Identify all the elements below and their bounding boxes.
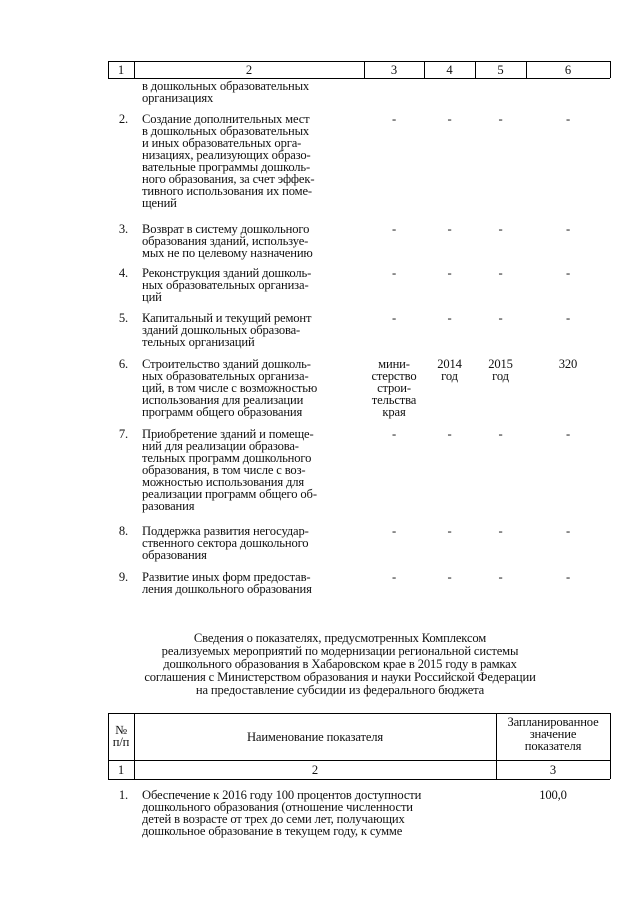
start-date: - bbox=[447, 311, 452, 325]
end-date: - bbox=[498, 311, 503, 325]
header-number-column: № п/п bbox=[112, 723, 130, 749]
indicator-name: Обеспечение к 2016 году 100 процентов доступности дошкольного образования (отношение численности детей в возрасте от трех до семи лет, получающих дошкольное образование в текущем году, к сумме bbox=[142, 788, 422, 838]
executor: - bbox=[391, 311, 397, 325]
value: - bbox=[565, 427, 571, 441]
end-date: - bbox=[498, 524, 503, 538]
measure-name: Поддержка развития негосудар- ственного сектора дошкольного образования bbox=[142, 524, 309, 562]
table-border-top bbox=[108, 61, 610, 62]
column-number: 1 bbox=[117, 63, 125, 77]
table-divider bbox=[610, 713, 611, 779]
start-date: - bbox=[447, 524, 452, 538]
row-number: 1. bbox=[118, 788, 128, 802]
value: - bbox=[565, 570, 571, 584]
executor: - bbox=[391, 570, 397, 584]
column-number: 6 bbox=[564, 63, 572, 77]
column-number: 3 bbox=[549, 763, 557, 777]
value: - bbox=[565, 222, 571, 236]
executor: - bbox=[391, 427, 397, 441]
value: - bbox=[565, 112, 571, 126]
continuation-text: в дошкольных образовательных организациях bbox=[142, 79, 310, 105]
row-number: 2. bbox=[118, 112, 128, 126]
column-number: 3 bbox=[390, 63, 398, 77]
column-number: 4 bbox=[446, 63, 453, 77]
end-date: - bbox=[498, 112, 503, 126]
column-number: 2 bbox=[311, 763, 319, 777]
table-divider bbox=[610, 61, 611, 78]
executor: мини- стерство строи- тельства края bbox=[371, 357, 417, 419]
end-date: - bbox=[498, 570, 503, 584]
measure-name: Создание дополнительных мест в дошкольных образовательных и иных образовательных орга- низациях, реализующих образо- вательные программы дошколь- ного образования, за счет эффек- тивного использования их поме- щений bbox=[142, 112, 315, 210]
header-planned-value: Запланированное значение показателя bbox=[507, 715, 599, 753]
value: - bbox=[565, 266, 571, 280]
row-number: 7. bbox=[118, 427, 128, 441]
start-date: - bbox=[447, 222, 452, 236]
end-date: 2015 год bbox=[488, 357, 513, 383]
row-number: 6. bbox=[118, 357, 128, 371]
end-date: - bbox=[498, 222, 503, 236]
column-number: 2 bbox=[245, 63, 253, 77]
measure-name: Приобретение зданий и помеще- ний для реализации образова- тельных программ дошкольного образования, в том числе с воз- можностью использования для реализации программ общего об- разования bbox=[142, 427, 317, 513]
table-header-bottom bbox=[108, 760, 610, 761]
planned-value: 100,0 bbox=[539, 788, 567, 802]
row-number: 5. bbox=[118, 311, 128, 325]
end-date: - bbox=[498, 266, 503, 280]
measure-name: Реконструкция зданий дошколь- ных образовательных организа- ций bbox=[142, 266, 312, 304]
measure-name: Строительство зданий дошколь- ных образовательных организа- ций, в том числе с возможностью использования для реализации программ общего образования bbox=[142, 357, 318, 419]
measure-name: Возврат в систему дошкольного образования зданий, используе- мых не по целевому назначению bbox=[142, 222, 313, 260]
executor: - bbox=[391, 112, 397, 126]
start-date: - bbox=[447, 266, 452, 280]
section-title: Сведения о показателях, предусмотренных Комплексом реализуемых мероприятий по модернизации региональной системы дошкольного образования в Хабаровском крае в 2015 году в рамках соглашения с Министерством образования и науки Российской Федерации на предоставление субсидии из федерального бюджета bbox=[144, 631, 536, 697]
executor: - bbox=[391, 266, 397, 280]
measure-name: Развитие иных форм предостав- ления дошкольного образования bbox=[142, 570, 312, 596]
end-date: - bbox=[498, 427, 503, 441]
value: - bbox=[565, 311, 571, 325]
column-number: 5 bbox=[497, 63, 504, 77]
executor: - bbox=[391, 222, 397, 236]
value: 320 bbox=[558, 357, 578, 371]
start-date: - bbox=[447, 570, 452, 584]
column-number: 1 bbox=[117, 763, 125, 777]
row-number: 4. bbox=[118, 266, 128, 280]
value: - bbox=[565, 524, 571, 538]
table-border-top bbox=[108, 713, 610, 714]
measure-name: Капитальный и текущий ремонт зданий дошкольных образова- тельных организаций bbox=[142, 311, 312, 349]
row-number: 8. bbox=[118, 524, 128, 538]
row-number: 3. bbox=[118, 222, 128, 236]
table-numbering-bottom bbox=[108, 779, 610, 780]
start-date: - bbox=[447, 112, 452, 126]
header-indicator-name: Наименование показателя bbox=[246, 730, 384, 744]
start-date: - bbox=[447, 427, 452, 441]
row-number: 9. bbox=[118, 570, 128, 584]
start-date: 2014 год bbox=[437, 357, 462, 383]
executor: - bbox=[391, 524, 397, 538]
